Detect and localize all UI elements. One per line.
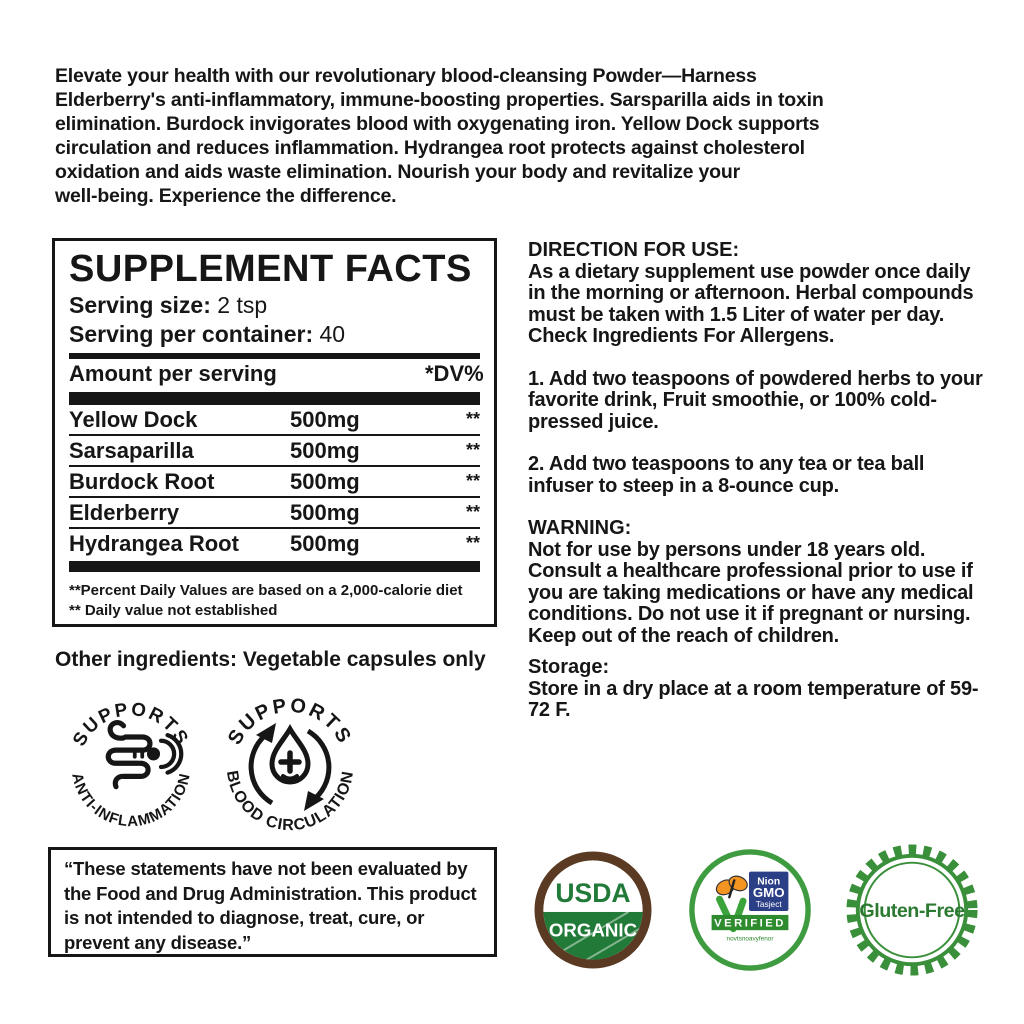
supplement-facts-panel xyxy=(52,238,497,627)
blood-drop-icon xyxy=(272,729,308,782)
usage-column xyxy=(528,240,988,743)
divider-bar xyxy=(69,392,480,403)
table-row xyxy=(69,527,480,558)
usda-text: USDA xyxy=(555,878,631,909)
directions-step-2: 2. Add two teaspoons to any tea or tea ball infuser to steep in a 8-ounce cup. xyxy=(528,453,925,497)
ingredient-name: Hydrangea Root xyxy=(69,530,239,556)
dv-footnote: **Percent Daily Values are based on a 2,000-calorie diet xyxy=(69,582,463,599)
servings-label: Serving per container: xyxy=(69,321,314,347)
intro-line: Elderberry's anti-inflammatory, immune-boosting properties. Sarsparilla aids in toxin xyxy=(55,89,824,111)
anti-inflammation-stamp xyxy=(56,692,206,842)
ingredient-dv: ** xyxy=(465,502,480,522)
non-gmo-small-text: novtsnoavyfenor xyxy=(726,935,774,943)
gluten-free-badge xyxy=(843,841,981,979)
ingredient-name: Burdock Root xyxy=(69,468,215,494)
fda-disclaimer-box: “These statements have not been evaluated by the Food and Drug Administration. This product is not intended to diagnose, treat, cure, or prevent any disease.” xyxy=(48,847,497,957)
intro-line: oxidation and aids waste elimination. Nourish your body and revitalize your xyxy=(55,161,740,183)
ingredient-amount: 500mg xyxy=(290,468,360,494)
serving-size-label: Serving size: xyxy=(69,292,211,318)
table-row xyxy=(69,496,480,527)
ingredient-amount: 500mg xyxy=(290,499,360,525)
directions-heading: DIRECTION FOR USE: xyxy=(528,239,740,261)
ingredient-name: Elderberry xyxy=(69,499,180,525)
non-gmo-box-line2: GMO xyxy=(752,885,785,901)
ingredient-name: Sarsaparilla xyxy=(69,437,194,463)
dv-header: *DV% xyxy=(425,361,484,386)
directions-body: As a dietary supplement use powder once daily in the morning or afternoon. Herbal compounds must be taken with 1.5 Liter of water per day. Check Ingredients For Allergens. xyxy=(528,260,974,347)
storage-heading: Storage: xyxy=(528,656,610,678)
table-row xyxy=(69,434,480,465)
serving-size-line xyxy=(69,291,480,320)
non-gmo-box-line1: Nion xyxy=(757,876,781,888)
other-ingredients-line: Other ingredients: Vegetable capsules only xyxy=(55,648,486,671)
directions-step-1: 1. Add two teaspoons of powdered herbs to your favorite drink, Fruit smoothie, or 100% cold-pressed juice. xyxy=(528,367,983,433)
serving-size-value: 2 tsp xyxy=(217,292,268,318)
intestine-icon xyxy=(108,723,150,787)
organic-text: ORGANIC xyxy=(548,919,638,941)
gluten-free-text: Gluten-Free xyxy=(859,899,965,922)
svg-text:SUPPORTS xyxy=(224,694,356,748)
ingredient-name: Yellow Dock xyxy=(69,406,198,432)
table-row xyxy=(69,403,480,434)
stamp-top-text: SUPPORTS xyxy=(223,694,357,749)
stamp-bottom-text: ANTI-INFLAMMATION xyxy=(68,771,194,831)
ingredient-amount: 500mg xyxy=(290,406,360,432)
non-gmo-box-line3: Tasject xyxy=(755,899,782,910)
ingredient-dv: ** xyxy=(465,471,480,491)
divider-bar xyxy=(69,561,480,572)
verified-text: VERIFIED xyxy=(714,917,786,930)
stamp-top-text: SUPPORTS xyxy=(68,697,194,750)
ingredient-dv: ** xyxy=(465,409,480,429)
ingredient-amount: 500mg xyxy=(290,437,360,463)
non-gmo-verified-badge xyxy=(686,846,814,974)
ingredient-dv: ** xyxy=(465,440,480,460)
blood-circulation-stamp xyxy=(210,687,370,847)
stamp-bottom-text: BLOOD CIRCULATION xyxy=(222,769,358,835)
table-row xyxy=(69,465,480,496)
amount-per-serving-header: Amount per serving xyxy=(69,361,277,386)
intro-line: elimination. Burdock invigorates blood with oxygenating iron. Yellow Dock supports xyxy=(55,113,820,135)
storage-body: Store in a dry place at a room temperature of 59-72 F. xyxy=(528,677,979,721)
intro-line: Elevate your health with our revolutionary blood-cleansing Powder—Harness xyxy=(55,65,757,87)
svg-text:ANTI-INFLAMMATION xyxy=(68,771,194,830)
intro-line: well-being. Experience the difference. xyxy=(55,185,397,207)
amount-header-row xyxy=(69,359,484,389)
warning-heading: WARNING: xyxy=(528,517,632,539)
usda-organic-badge xyxy=(534,851,652,969)
warning-body: Not for use by persons under 18 years old. Consult a healthcare professional prior to use if you are taking medications or have any medical conditions. Do not use it if pregnant or nursing. Keep out of the reach of children. xyxy=(528,538,974,647)
ingredient-amount: 500mg xyxy=(290,530,360,556)
servings-per-container-line xyxy=(69,320,480,349)
intro-paragraph xyxy=(55,64,975,208)
ingredient-dv: ** xyxy=(465,533,480,553)
servings-value: 40 xyxy=(319,321,346,347)
intro-line: circulation and reduces inflammation. Hydrangea root protects against cholesterol xyxy=(55,137,805,159)
dv-footnote: ** Daily value not established xyxy=(69,602,278,619)
supplement-facts-title: SUPPLEMENT FACTS xyxy=(69,248,472,290)
